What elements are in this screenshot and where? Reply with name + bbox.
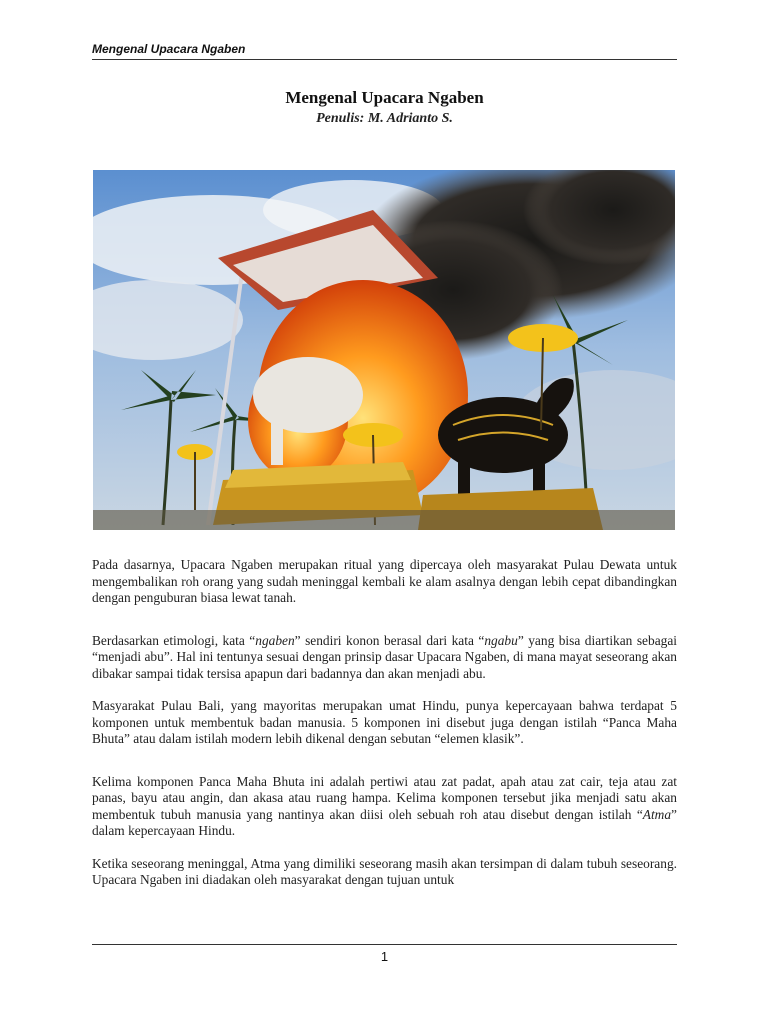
page-number: 1 bbox=[380, 949, 389, 964]
paragraph-3: Masyarakat Pulau Bali, yang mayoritas merupakan umat Hindu, punya kepercayaan bahwa terdapat 5 komponen untuk membentuk badan manusia. 5 komponen ini disebut juga dengan istilah “Panca Maha Bhuta” atau dalam istilah modern lebih dikenal dengan sebutan “elemen klasik”. bbox=[92, 698, 677, 746]
paragraph-4: Kelima komponen Panca Maha Bhuta ini adalah pertiwi atau zat padat, apah atau zat cair, teja atau zat panas, bayu atau angin, dan akasa atau ruang hampa. Kelima komponen tersebut jika menjadi satu akan membentuk tubuh manusia yang nantinya akan diisi oleh sebuah roh atau disebut dengan istilah “Atma” dalam kepercayaan Hindu. bbox=[92, 773, 677, 838]
page-footer bbox=[92, 944, 677, 964]
paragraph-2: Berdasarkan etimologi, kata “ngaben” sendiri konon berasal dari kata “ngabu” yang bisa diartikan sebagai “menjadi abu”. Hal ini tentunya sesuai dengan prinsip dasar Upacara Ngaben, di mana mayat seseorang akan dibakar sampai tidak tersisa apapun dari badannya dan akan menjadi abu. bbox=[92, 632, 677, 681]
document-title: Mengenal Upacara Ngaben bbox=[285, 88, 484, 107]
paragraph-5: Ketika seseorang meninggal, Atma yang dimiliki seseorang masih akan tersimpan di dalam tubuh seseorang. Upacara Ngaben ini diadakan oleh masyarakat dengan tujuan untuk bbox=[92, 855, 677, 887]
article-body bbox=[92, 557, 677, 889]
document-author: Penulis: M. Adrianto S. bbox=[316, 111, 453, 126]
running-header: Mengenal Upacara Ngaben bbox=[92, 42, 677, 60]
ngaben-cremation-photo bbox=[93, 170, 675, 530]
paragraph-1: Pada dasarnya, Upacara Ngaben merupakan ritual yang dipercaya oleh masyarakat Pulau Dewata untuk mengembalikan roh orang yang sudah meninggal kembali ke alam asalnya dengan lebih cepat dibandingkan dengan penguburan biasa lewat tanah. bbox=[92, 557, 677, 605]
title-block bbox=[92, 88, 677, 127]
